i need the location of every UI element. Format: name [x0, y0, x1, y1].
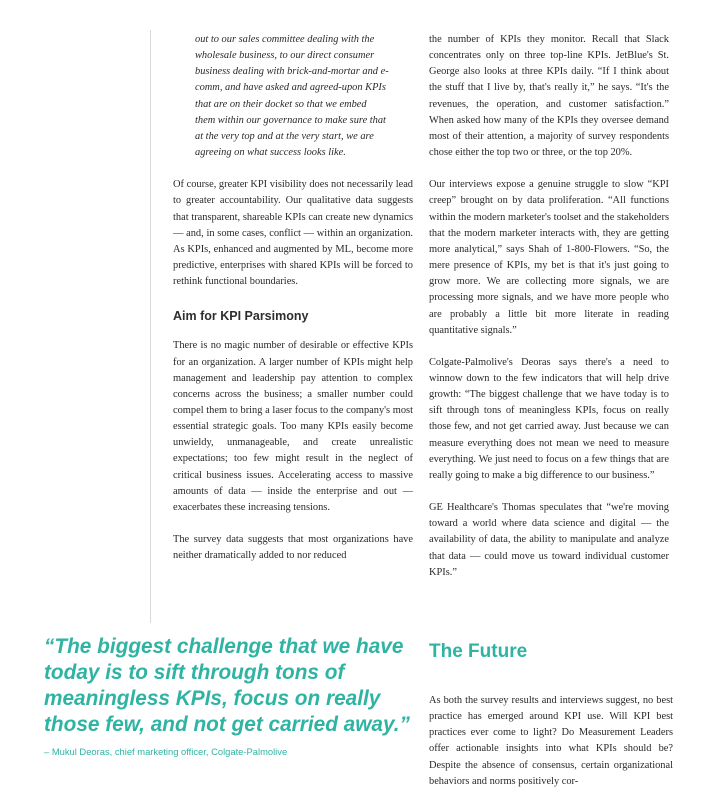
body-paragraph: Colgate-Palmolive's Deoras says there's a need to winnow down to the few indicators that will help drive growth: “The biggest challenge that we have today is to sift through tons of meaningless KPIs, focus on really those few, and not get carried away. Just because we can measure everything does not mean we need to measure everything. We just need to focus on a few things that are really going to make a big difference to our business.”: [429, 356, 669, 481]
right-column: [429, 32, 669, 581]
body-paragraph: There is no magic number of desirable or effective KPIs for an organization. A larger number of KPIs might help management and leadership pay attention to complex concerns across the business; a smaller number could compel them to bring a laser focus to the company's most essential strategic goals. Too many KPIs easily become unwieldy, unmanageable, and create unrealistic expectations; too few might result in the neglect of critical business issues. Accelerating access to massive amounts of data — inside the enterprise and out — exacerbates these increasing tensions.: [173, 340, 413, 513]
body-paragraph: As both the survey results and interviews suggest, no best practice has emerged around KPI use. Will KPI best practices ever come to light? Do Measurement Leaders offer actionable insights into what KPIs should be? Despite the absence of consensus, certain organizational behaviors and norms positively cor-: [429, 695, 673, 787]
pull-quote-attribution: – Mukul Deoras, chief marketing officer, Colgate-Palmolive: [44, 746, 288, 757]
left-column: [173, 32, 413, 564]
section-heading-kpi-parsimony: Aim for KPI Parsimony: [173, 309, 309, 324]
section-heading-the-future: The Future: [429, 641, 528, 662]
body-paragraph: GE Healthcare's Thomas speculates that “we're moving toward a world where data science and digital — the availability of data, the ability to manipulate and analyze that data — could move us toward individual customer KPIs.”: [429, 502, 669, 578]
pull-quote-text: “The biggest challenge that we have today is to sift through tons of meaningless KPIs, focus on really those few, and not get carried away.”: [44, 635, 410, 736]
future-section: [429, 640, 673, 790]
body-paragraph: The survey data suggests that most organizations have neither dramatically added to nor reduced: [173, 534, 413, 562]
body-paragraph: Of course, greater KPI visibility does not necessarily lead to greater accountability. Our qualitative data suggests that transparent, shareable KPIs can create new dynamics — and, in some cases, conflict — within an organization. As KPIs, enhanced and augmented by ML, become more predictive, enterprises with shared KPIs will be forced to rethink functional boundaries.: [173, 179, 413, 288]
column-divider-rule: [150, 30, 151, 623]
inline-quote-continuation: out to our sales committee dealing with the wholesale business, to our direct consumer business dealing with brick-and-mortar and e-comm, and have asked and agreed-upon KPIs that are on their docket so that we embed them within our governance to make sure that at the very top and at the very start, we are agreeing on what success looks like.: [195, 34, 389, 159]
body-paragraph: the number of KPIs they monitor. Recall that Slack concentrates only on three top-line KPIs. JetBlue's St. George also looks at three KPIs daily. “If I think about the stuff that I live by, that's really it,” he says. “It's the revenues, the operation, and customer satisfaction.” When asked how many of the KPIs they oversee demand most of their attention, a majority of survey respondents chose either the top two or three, or the top 20%.: [429, 34, 669, 159]
body-paragraph: Our interviews expose a genuine struggle to slow “KPI creep” brought on by data proliferation. “All functions within the modern marketer's toolset and the stakeholders that the modern marketer interacts with, they are getting more analytical,” says Shah of 1-800-Flowers. “So, the mere presence of KPIs, my bet is that it's just going to grow more. We are collecting more signals, we are processing more signals, and we have more people who are probably a little bit more literate in reading quantitative signals.”: [429, 179, 669, 336]
pull-quote: [44, 634, 414, 758]
